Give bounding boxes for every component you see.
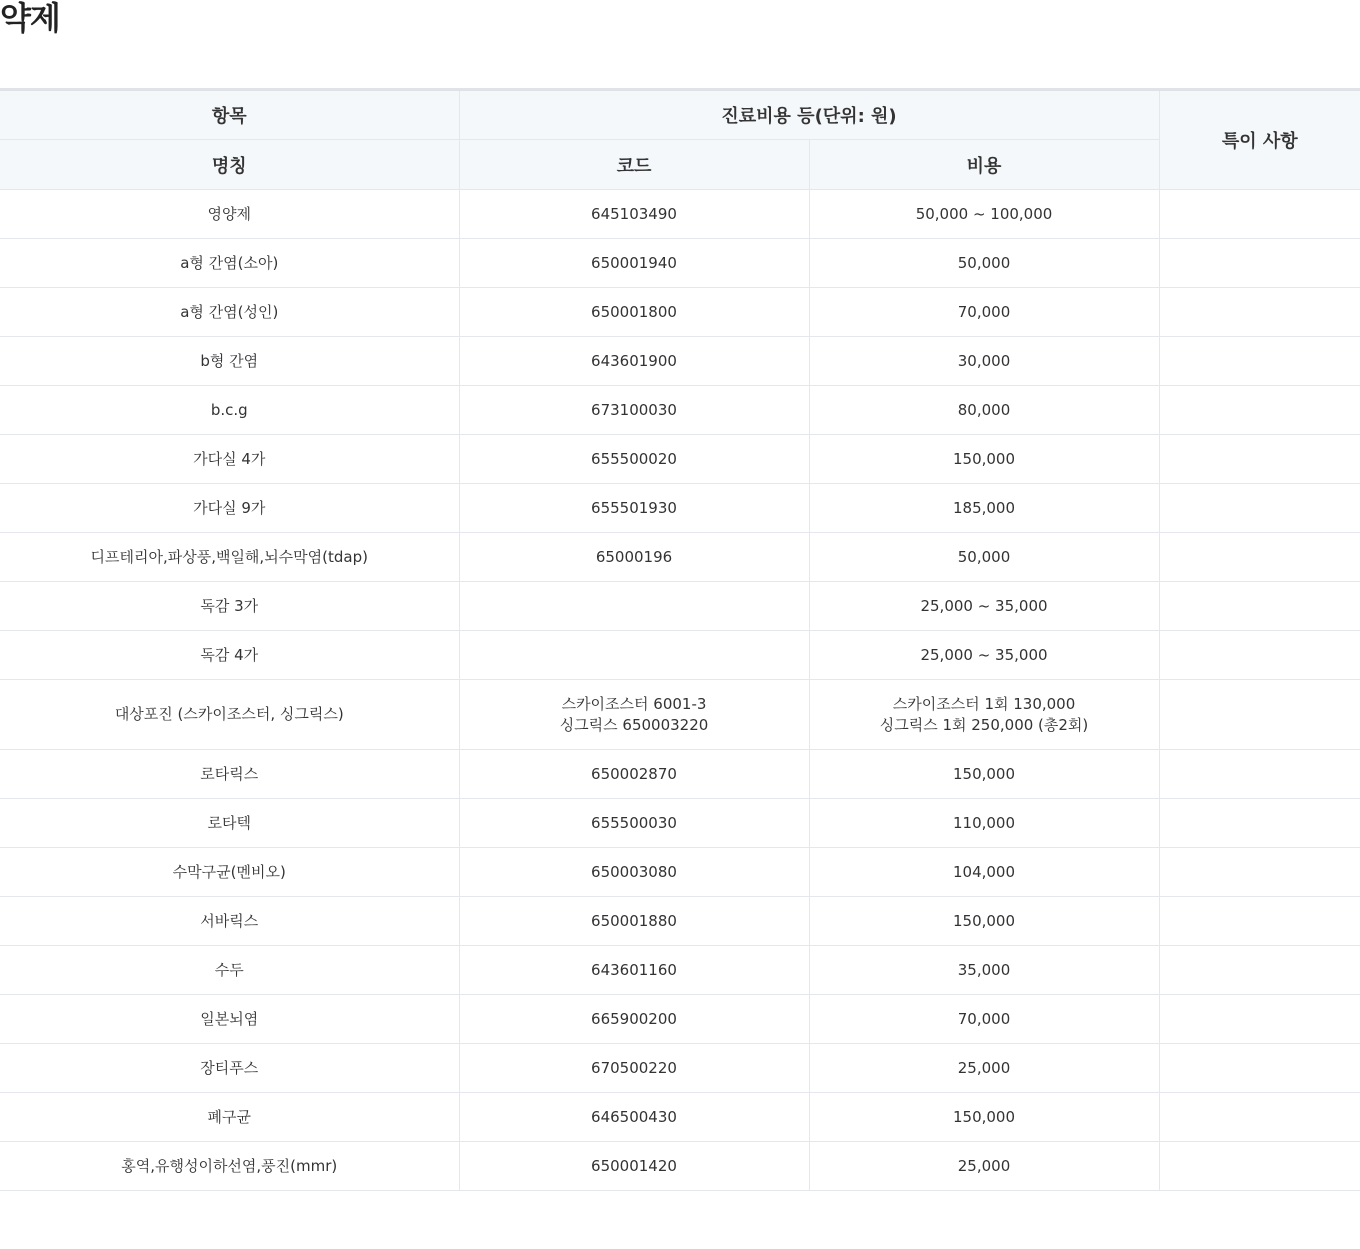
- cell-code: [459, 533, 809, 582]
- cell-cost: [809, 946, 1159, 995]
- cell-cost: [809, 337, 1159, 386]
- cell-name: 서바릭스: [0, 897, 459, 946]
- cell-note: [1159, 946, 1360, 995]
- cell-name: 수막구균(멘비오): [0, 848, 459, 897]
- cell-cost-line: 35,000: [957, 960, 1011, 979]
- cell-code: [459, 386, 809, 435]
- cell-name: 로타릭스: [0, 750, 459, 799]
- cell-code: [459, 1142, 809, 1191]
- cell-cost: [809, 435, 1159, 484]
- header-item: 항목: [0, 90, 459, 140]
- cell-code-line: 650002870: [591, 764, 677, 783]
- cell-code-line: 655500020: [591, 449, 677, 468]
- cell-name: 일본뇌염: [0, 995, 459, 1044]
- cell-name: 독감 3가: [0, 582, 459, 631]
- cell-name: 가다실 4가: [0, 435, 459, 484]
- header-cost-group: 진료비용 등(단위: 원): [459, 90, 1159, 140]
- table-row: [0, 1044, 1360, 1093]
- cell-code-line: 673100030: [591, 400, 677, 419]
- cell-cost: [809, 631, 1159, 680]
- cell-cost: [809, 386, 1159, 435]
- cell-cost: [809, 680, 1159, 750]
- cell-cost-line: 150,000: [952, 449, 1016, 468]
- cell-code-line: 643601160: [591, 960, 677, 979]
- cell-code-line: 665900200: [591, 1009, 677, 1028]
- cell-name: b형 간염: [0, 337, 459, 386]
- cell-note: [1159, 750, 1360, 799]
- cell-code-line: 650001940: [591, 253, 677, 272]
- cell-code: [459, 582, 809, 631]
- cell-name: b.c.g: [0, 386, 459, 435]
- cell-code-line: 650001420: [591, 1156, 677, 1175]
- cell-code: [459, 239, 809, 288]
- cell-name: 디프테리아,파상풍,백일해,뇌수막염(tdap): [0, 533, 459, 582]
- cell-cost-line: 25,000 ~ 35,000: [920, 645, 1048, 664]
- cell-cost-line: 110,000: [952, 813, 1016, 832]
- cell-note: [1159, 680, 1360, 750]
- cell-cost-line: 80,000: [957, 400, 1011, 419]
- cell-name: a형 간염(성인): [0, 288, 459, 337]
- fee-table: [0, 88, 1360, 1191]
- cell-cost-line: 70,000: [957, 302, 1011, 321]
- cell-name: 대상포진 (스카이조스터, 싱그릭스): [0, 680, 459, 750]
- cell-note: [1159, 190, 1360, 239]
- cell-code: [459, 484, 809, 533]
- cell-code: [459, 190, 809, 239]
- cell-code: [459, 897, 809, 946]
- cell-code-line: 650001880: [591, 911, 677, 930]
- header-name: 명칭: [0, 140, 459, 190]
- cell-cost-line: 104,000: [952, 862, 1016, 881]
- header-notes: 특이 사항: [1159, 90, 1360, 190]
- cell-note: [1159, 1093, 1360, 1142]
- cell-note: [1159, 533, 1360, 582]
- table-row: [0, 533, 1360, 582]
- cell-code: [459, 799, 809, 848]
- cell-code-line: 670500220: [591, 1058, 677, 1077]
- cell-cost-line: 70,000: [957, 1009, 1011, 1028]
- table-row: [0, 239, 1360, 288]
- cell-cost: [809, 190, 1159, 239]
- cell-cost-line: 싱그릭스 1회 250,000 (총2회): [879, 715, 1089, 734]
- cell-cost: [809, 995, 1159, 1044]
- cell-cost: [809, 1044, 1159, 1093]
- cell-note: [1159, 582, 1360, 631]
- cell-cost: [809, 848, 1159, 897]
- table-row: [0, 680, 1360, 750]
- cell-note: [1159, 484, 1360, 533]
- cell-name: 수두: [0, 946, 459, 995]
- table-row: [0, 631, 1360, 680]
- header-cost: 비용: [809, 140, 1159, 190]
- cell-note: [1159, 435, 1360, 484]
- cell-code: [459, 435, 809, 484]
- cell-cost: [809, 582, 1159, 631]
- table-row: [0, 1142, 1360, 1191]
- cell-code-line: 스카이조스터 6001-3: [561, 694, 707, 713]
- cell-cost: [809, 239, 1159, 288]
- cell-name: 독감 4가: [0, 631, 459, 680]
- cell-name: 로타텍: [0, 799, 459, 848]
- cell-code-line: 65000196: [595, 547, 673, 566]
- cell-cost-line: 30,000: [957, 351, 1011, 370]
- cell-note: [1159, 337, 1360, 386]
- cell-note: [1159, 848, 1360, 897]
- table-row: [0, 946, 1360, 995]
- cell-note: [1159, 288, 1360, 337]
- cell-cost-line: 25,000: [957, 1058, 1011, 1077]
- table-row: [0, 386, 1360, 435]
- table-row: [0, 582, 1360, 631]
- table-row: [0, 799, 1360, 848]
- cell-note: [1159, 631, 1360, 680]
- cell-code: [459, 946, 809, 995]
- table-row: [0, 995, 1360, 1044]
- page-title: 약제: [0, 0, 60, 37]
- header-row-top: [0, 90, 1360, 140]
- table-row: [0, 484, 1360, 533]
- cell-cost-line: 25,000 ~ 35,000: [920, 596, 1048, 615]
- table-row: [0, 848, 1360, 897]
- cell-note: [1159, 239, 1360, 288]
- cell-cost-line: 150,000: [952, 1107, 1016, 1126]
- cell-code: [459, 1093, 809, 1142]
- table-row: [0, 435, 1360, 484]
- cell-cost: [809, 750, 1159, 799]
- cell-cost-line: 150,000: [952, 911, 1016, 930]
- cell-code: [459, 1044, 809, 1093]
- cell-name: 장티푸스: [0, 1044, 459, 1093]
- cell-cost-line: 150,000: [952, 764, 1016, 783]
- cell-name: 홍역,유행성이하선염,풍진(mmr): [0, 1142, 459, 1191]
- header-row-sub: [0, 140, 1360, 190]
- cell-note: [1159, 386, 1360, 435]
- cell-cost-line: 스카이조스터 1회 130,000: [892, 694, 1076, 713]
- cell-code-line: 646500430: [591, 1107, 677, 1126]
- cell-code: [459, 848, 809, 897]
- cell-cost-line: 50,000: [957, 253, 1011, 272]
- cell-code: [459, 680, 809, 750]
- header-code: 코드: [459, 140, 809, 190]
- cell-note: [1159, 1044, 1360, 1093]
- cell-note: [1159, 995, 1360, 1044]
- cell-cost-line: 185,000: [952, 498, 1016, 517]
- cell-name: 영양제: [0, 190, 459, 239]
- cell-code: [459, 337, 809, 386]
- cell-code-line: 655500030: [591, 813, 677, 832]
- cell-cost-line: 50,000: [957, 547, 1011, 566]
- cell-cost: [809, 288, 1159, 337]
- cell-cost: [809, 799, 1159, 848]
- table-header: [0, 90, 1360, 190]
- cell-cost: [809, 484, 1159, 533]
- table-row: [0, 1093, 1360, 1142]
- cell-code: [459, 750, 809, 799]
- cell-cost: [809, 897, 1159, 946]
- table-row: [0, 190, 1360, 239]
- cell-code: [459, 995, 809, 1044]
- cell-note: [1159, 897, 1360, 946]
- cell-note: [1159, 1142, 1360, 1191]
- table-row: [0, 750, 1360, 799]
- cell-code-line: 650001800: [591, 302, 677, 321]
- cell-cost-line: 25,000: [957, 1156, 1011, 1175]
- table-row: [0, 897, 1360, 946]
- cell-name: a형 간염(소아): [0, 239, 459, 288]
- cell-note: [1159, 799, 1360, 848]
- cell-code-line: 싱그릭스 650003220: [559, 715, 709, 734]
- cell-code-line: 645103490: [591, 204, 677, 223]
- table-body: [0, 190, 1360, 1191]
- cell-cost: [809, 1142, 1159, 1191]
- cell-name: 가다실 9가: [0, 484, 459, 533]
- table-row: [0, 288, 1360, 337]
- cell-code-line: 655501930: [591, 498, 677, 517]
- cell-cost-line: 50,000 ~ 100,000: [915, 204, 1053, 223]
- cell-cost: [809, 533, 1159, 582]
- table-row: [0, 337, 1360, 386]
- cell-code-line: 643601900: [591, 351, 677, 370]
- cell-code-line: 650003080: [591, 862, 677, 881]
- cell-code: [459, 288, 809, 337]
- cell-name: 폐구균: [0, 1093, 459, 1142]
- cell-cost: [809, 1093, 1159, 1142]
- cell-code: [459, 631, 809, 680]
